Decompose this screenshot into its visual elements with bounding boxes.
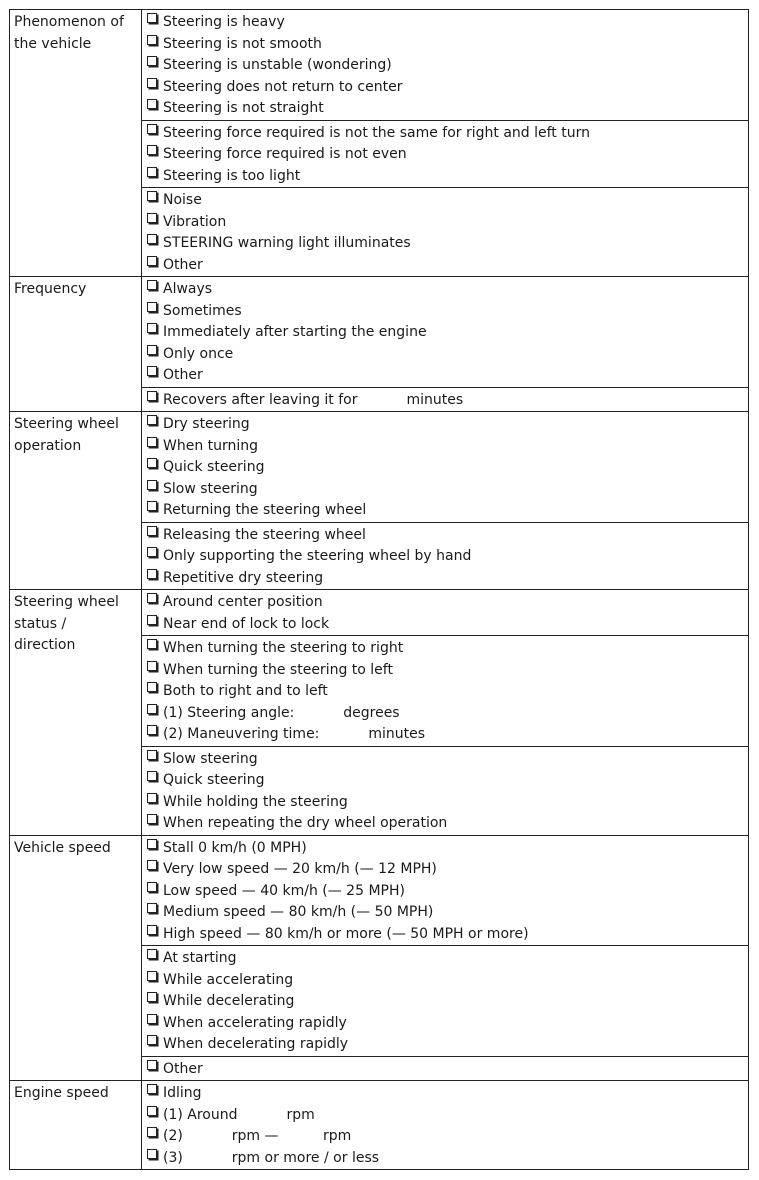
checkbox-icon[interactable] [147, 526, 157, 536]
checkbox-icon[interactable] [147, 302, 157, 312]
option-label: Steering is unstable (wondering) [163, 57, 392, 73]
option-label: When turning the steering to right [163, 640, 404, 656]
option-item[interactable] [146, 724, 748, 746]
option-item[interactable] [146, 948, 748, 970]
checkbox-icon[interactable] [147, 345, 157, 355]
section-label: Engine speed [10, 1081, 142, 1169]
checkbox-icon[interactable] [147, 191, 157, 201]
checkbox-icon[interactable] [147, 925, 157, 935]
checkbox-icon[interactable] [147, 1084, 157, 1094]
option-item[interactable] [146, 1059, 748, 1081]
option-item[interactable] [146, 970, 748, 992]
checkbox-icon[interactable] [147, 99, 157, 109]
option-item[interactable] [146, 123, 748, 145]
option-label: Sometimes [163, 302, 242, 319]
section-label: Vehicle speed [10, 836, 142, 1081]
checkbox-icon[interactable] [147, 35, 157, 45]
option-item[interactable] [146, 436, 748, 458]
option-label: Recovers after leaving it for minutes [163, 391, 464, 408]
option-label: Slow steering [163, 750, 258, 767]
checkbox-icon[interactable] [147, 280, 157, 290]
option-item[interactable] [146, 681, 748, 703]
checkbox-icon[interactable] [147, 949, 157, 959]
checkbox-icon[interactable] [147, 1106, 157, 1116]
checkbox-icon[interactable] [147, 167, 157, 177]
option-group [142, 945, 748, 1056]
option-item[interactable] [146, 881, 748, 903]
option-label: Quick steering [163, 459, 265, 475]
option-label: Slow steering [163, 480, 258, 497]
options-column [142, 590, 749, 835]
section-vehicle-speed [10, 836, 749, 1082]
section-engine-speed [10, 1081, 749, 1170]
option-item[interactable] [146, 638, 748, 660]
option-label: (1) Around rpm [163, 1106, 315, 1123]
option-label: (3) rpm or more / or less [163, 1149, 380, 1166]
options-column [142, 836, 749, 1081]
checkbox-icon[interactable] [147, 323, 157, 333]
option-item[interactable] [146, 365, 748, 387]
option-group [142, 836, 748, 946]
checkbox-icon[interactable] [147, 437, 157, 447]
checkbox-icon[interactable] [147, 593, 157, 603]
checkbox-icon[interactable] [147, 1149, 157, 1159]
option-label: Dry steering [163, 416, 250, 432]
option-label: Releasing the steering wheel [163, 526, 366, 543]
checkbox-icon[interactable] [147, 639, 157, 649]
option-group [142, 746, 748, 835]
checkbox-icon[interactable] [147, 366, 157, 376]
section-steering-wheel-operation [10, 412, 749, 590]
checkbox-icon[interactable] [147, 56, 157, 66]
checkbox-icon[interactable] [147, 415, 157, 425]
option-label: (1) Steering angle: degrees [163, 704, 400, 721]
checkbox-icon[interactable] [147, 391, 157, 401]
option-label: Returning the steering wheel [163, 502, 367, 518]
checkbox-icon[interactable] [147, 256, 157, 266]
option-item[interactable] [146, 279, 748, 301]
section-label: Steering wheel status / direction [10, 590, 142, 835]
option-item[interactable] [146, 233, 748, 255]
checkbox-icon[interactable] [147, 750, 157, 760]
option-item[interactable] [146, 1034, 748, 1056]
checkbox-icon[interactable] [147, 860, 157, 870]
option-item[interactable] [146, 525, 748, 547]
option-label: When repeating the dry wheel operation [163, 815, 448, 831]
option-label: Both to right and to left [163, 683, 328, 699]
option-label: Immediately after starting the engine [163, 324, 427, 340]
checkbox-icon[interactable] [147, 1060, 157, 1070]
option-group [142, 277, 748, 387]
option-label: Idling [163, 1085, 202, 1101]
option-item[interactable] [146, 457, 748, 479]
option-item[interactable] [146, 190, 748, 212]
option-item[interactable] [146, 344, 748, 366]
option-label: Noise [163, 192, 202, 208]
option-item[interactable] [146, 1148, 748, 1170]
option-label: Steering is not smooth [163, 35, 322, 52]
option-item[interactable] [146, 77, 748, 99]
option-item[interactable] [146, 212, 748, 234]
option-item[interactable] [146, 1083, 748, 1105]
option-label: Only supporting the steering wheel by hand [163, 548, 472, 564]
option-item[interactable] [146, 55, 748, 77]
checkbox-icon[interactable] [147, 661, 157, 671]
option-label: While decelerating [163, 993, 295, 1009]
checkbox-icon[interactable] [147, 992, 157, 1002]
checkbox-icon[interactable] [147, 1127, 157, 1137]
option-label: When turning the steering to left [163, 661, 393, 678]
option-item[interactable] [146, 255, 748, 277]
option-item[interactable] [146, 1126, 748, 1148]
option-label: Other [163, 1060, 203, 1077]
option-label: At starting [163, 950, 237, 966]
checkbox-icon[interactable] [147, 78, 157, 88]
diagnosis-worksheet-table [9, 9, 749, 1170]
section-label: Steering wheel operation [10, 412, 142, 589]
option-item[interactable] [146, 34, 748, 56]
option-item[interactable] [146, 1105, 748, 1127]
option-item[interactable] [146, 614, 748, 636]
options-column [142, 10, 749, 276]
checkbox-icon[interactable] [147, 480, 157, 490]
option-label: Steering is not straight [163, 100, 324, 116]
checkbox-icon[interactable] [147, 213, 157, 223]
checkbox-icon[interactable] [147, 682, 157, 692]
option-label: Very low speed — 20 km/h (— 12 MPH) [163, 861, 437, 877]
option-label: Other [163, 367, 203, 383]
section-frequency [10, 277, 749, 412]
checkbox-icon[interactable] [147, 971, 157, 981]
option-label: When turning [163, 437, 259, 454]
option-item[interactable] [146, 859, 748, 881]
option-item[interactable] [146, 144, 748, 166]
options-column [142, 412, 749, 589]
option-group [142, 522, 748, 590]
section-label: Phenomenon of the vehicle [10, 10, 142, 276]
option-group [142, 590, 748, 635]
option-item[interactable] [146, 500, 748, 522]
checkbox-icon[interactable] [147, 704, 157, 714]
option-label: While accelerating [163, 971, 294, 988]
checkbox-icon[interactable] [147, 771, 157, 781]
option-label: Only once [163, 345, 234, 362]
section-label: Frequency [10, 277, 142, 411]
option-label: Low speed — 40 km/h (— 25 MPH) [163, 882, 405, 899]
option-label: High speed — 80 km/h or more (— 50 MPH or more) [163, 925, 529, 942]
option-label: Repetitive dry steering [163, 569, 324, 586]
option-label: While holding the steering [163, 793, 348, 810]
option-group [142, 1056, 748, 1081]
checkbox-icon[interactable] [147, 458, 157, 468]
option-item[interactable] [146, 902, 748, 924]
checkbox-icon[interactable] [147, 124, 157, 134]
checkbox-icon[interactable] [147, 13, 157, 23]
option-item[interactable] [146, 703, 748, 725]
option-item[interactable] [146, 390, 748, 412]
option-label: Steering force required is not even [163, 146, 407, 162]
option-label: Steering is heavy [163, 14, 285, 30]
option-group [142, 387, 748, 412]
option-item[interactable] [146, 792, 748, 814]
option-item[interactable] [146, 12, 748, 34]
option-item[interactable] [146, 301, 748, 323]
option-label: STEERING warning light illuminates [163, 235, 411, 251]
option-label: When decelerating rapidly [163, 1036, 349, 1052]
checkbox-icon[interactable] [147, 882, 157, 892]
option-item[interactable] [146, 98, 748, 120]
option-label: Medium speed — 80 km/h (— 50 MPH) [163, 904, 434, 920]
checkbox-icon[interactable] [147, 839, 157, 849]
option-group [142, 10, 748, 120]
option-group [142, 635, 748, 746]
option-label: Near end of lock to lock [163, 615, 330, 632]
option-group [142, 1081, 748, 1169]
option-label: Steering is too light [163, 167, 301, 184]
option-label: (2) rpm — rpm [163, 1128, 352, 1144]
option-item[interactable] [146, 991, 748, 1013]
section-phenomenon [10, 10, 749, 277]
option-group [142, 120, 748, 188]
checkbox-icon[interactable] [147, 1014, 157, 1024]
options-column [142, 1081, 749, 1169]
option-item[interactable] [146, 479, 748, 501]
option-item[interactable] [146, 546, 748, 568]
checkbox-icon[interactable] [147, 615, 157, 625]
section-steering-wheel-status [10, 590, 749, 836]
checkbox-icon[interactable] [147, 725, 157, 735]
checkbox-icon[interactable] [147, 903, 157, 913]
option-item[interactable] [146, 166, 748, 188]
checkbox-icon[interactable] [147, 1035, 157, 1045]
checkbox-icon[interactable] [147, 234, 157, 244]
checkbox-icon[interactable] [147, 547, 157, 557]
option-item[interactable] [146, 813, 748, 835]
checkbox-icon[interactable] [147, 814, 157, 824]
option-group [142, 187, 748, 276]
option-group [142, 412, 748, 522]
checkbox-icon[interactable] [147, 145, 157, 155]
checkbox-icon[interactable] [147, 501, 157, 511]
option-label: Quick steering [163, 772, 265, 788]
option-item[interactable] [146, 749, 748, 771]
option-label: Steering force required is not the same for right and left turn [163, 124, 590, 141]
option-item[interactable] [146, 660, 748, 682]
option-label: When accelerating rapidly [163, 1014, 347, 1031]
option-label: Around center position [163, 594, 323, 610]
checkbox-icon[interactable] [147, 793, 157, 803]
option-label: Other [163, 256, 203, 273]
option-label: (2) Maneuvering time: minutes [163, 726, 426, 742]
option-item[interactable] [146, 1013, 748, 1035]
option-label: Vibration [163, 213, 227, 230]
option-item[interactable] [146, 322, 748, 344]
options-column [142, 277, 749, 411]
option-item[interactable] [146, 924, 748, 946]
option-item[interactable] [146, 592, 748, 614]
option-item[interactable] [146, 568, 748, 590]
checkbox-icon[interactable] [147, 569, 157, 579]
option-item[interactable] [146, 414, 748, 436]
option-label: Always [163, 281, 213, 297]
option-item[interactable] [146, 770, 748, 792]
option-label: Steering does not return to center [163, 78, 403, 95]
option-label: Stall 0 km/h (0 MPH) [163, 839, 307, 856]
option-item[interactable] [146, 838, 748, 860]
